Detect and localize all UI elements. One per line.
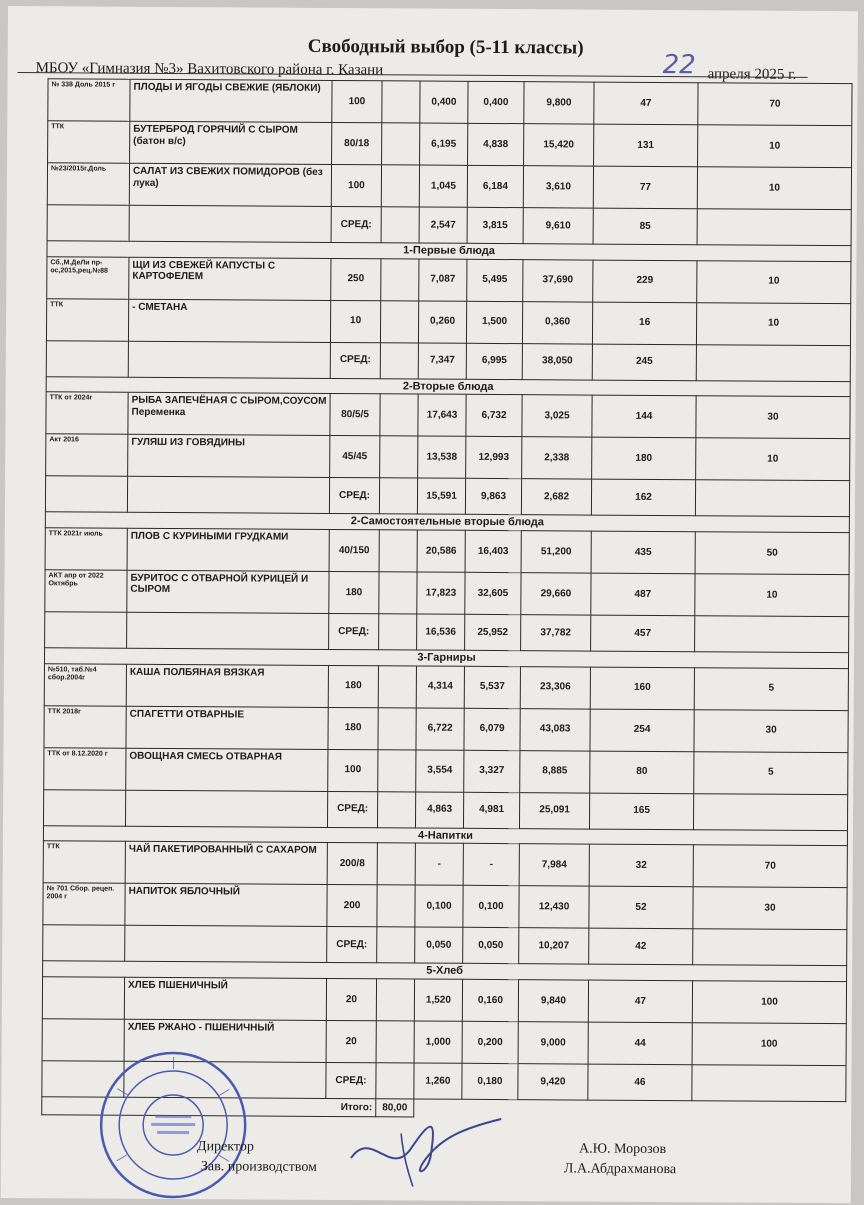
protein-value: 0,400 [420,81,468,123]
document-page [1,6,858,1203]
dish-name: ОВОЩНАЯ СМЕСЬ ОТВАРНАЯ [126,748,328,791]
empty-cell [376,979,414,1021]
fat-value: - [463,844,519,886]
price-value: 30 [693,887,847,930]
empty-cell [380,436,418,478]
price-value: 5 [694,667,848,710]
page-title: Свободный выбор (5-11 классы) [308,36,584,60]
fat-value: 0,200 [462,1021,518,1063]
dish-row [48,121,852,168]
recipe-ref: № 701 Сбор. рецеп. 2004 г [43,883,125,926]
avg-fat: 0,180 [462,1063,518,1099]
dish-name: БУТЕРБРОД ГОРЯЧИЙ С СЫРОМ (батон в/с) [130,121,332,164]
avg-fat: 3,815 [467,207,523,243]
calories-value: 47 [594,82,698,125]
avg-calories: 165 [589,793,693,830]
carbs-value: 9,000 [518,1021,588,1063]
empty-cell [378,749,416,791]
avg-protein: 1,260 [414,1063,462,1099]
empty-cell [377,843,415,885]
empty-cell [377,927,415,963]
empty-cell [125,790,327,827]
empty-cell [43,925,125,962]
avg-carbs: 10,207 [519,928,589,964]
empty-cell [695,480,849,517]
price-value: 50 [695,532,849,575]
price-value: 100 [692,1023,846,1066]
portion-weight: 20 [326,978,376,1020]
empty-cell [379,614,417,650]
average-row [45,476,849,517]
empty-cell [380,300,418,342]
dish-row [45,528,849,575]
empty-cell [382,81,420,123]
price-value: 70 [693,845,847,888]
deputy-label: Зав. производством [201,1159,317,1176]
empty-cell [697,209,851,246]
empty-cell [379,530,417,572]
calories-value: 131 [594,124,698,167]
section-title: 2-Самостоятельные вторые блюда [45,512,849,533]
protein-value: 17,643 [418,394,466,436]
recipe-ref: АКТ апр от 2022 Октябрь [45,570,127,613]
price-value: 5 [694,751,848,794]
section-title: 2-Вторые блюда [46,376,850,397]
dish-name: ХЛЕБ РЖАНО - ПШЕНИЧНЫЙ [124,1019,326,1062]
fat-value: 6,079 [464,708,520,750]
empty-cell [379,478,417,514]
carbs-value: 23,306 [520,666,590,708]
dish-row [44,747,848,794]
portion-weight: 10 [330,300,380,342]
recipe-ref: ТТК 2021г июль [45,528,127,571]
recipe-ref: Сб.,М.ДеЛи пр-ос,2015,рец.№88 [47,256,129,299]
dish-name: КАША ПОЛБЯНАЯ ВЯЗКАЯ [126,664,328,707]
carbs-value: 8,885 [520,750,590,792]
average-row [46,340,850,381]
fat-value: 16,403 [465,530,521,572]
protein-value: 4,314 [416,666,464,708]
avg-fat: 9,863 [465,479,521,515]
carbs-value: 9,840 [518,979,588,1021]
portion-weight: 45/45 [330,436,380,478]
empty-cell [127,612,329,649]
portion-weight: 200 [327,885,377,927]
avg-protein: 7,347 [418,343,466,379]
empty-cell [381,207,419,243]
average-label: СРЕД: [327,927,377,963]
dish-row [43,883,847,930]
empty-cell [376,1063,414,1099]
calories-value: 32 [589,844,693,887]
calories-value: 160 [590,667,694,710]
fat-value: 0,400 [468,81,524,123]
price-value: 10 [696,302,850,345]
calories-value: 47 [588,980,692,1023]
dish-name: НАПИТОК ЯБЛОЧНЫЙ [125,883,327,926]
portion-weight: 200/8 [327,843,377,885]
portion-weight: 80/18 [332,122,382,164]
portion-weight: 100 [328,749,378,791]
fat-value: 5,537 [464,666,520,708]
calories-value: 435 [591,531,695,574]
recipe-ref: ТТК [43,841,125,884]
empty-cell [693,929,847,966]
dish-row [47,256,851,303]
avg-protein: 16,536 [417,614,465,650]
calories-value: 80 [590,751,694,794]
empty-cell [378,665,416,707]
dish-row [46,434,850,481]
carbs-value: 3,610 [523,166,593,208]
dish-row [47,163,851,210]
dish-name: БУРИТОС С ОТВАРНОЙ КУРИЦЕЙ И СЫРОМ [127,570,329,613]
portion-weight: 180 [328,707,378,749]
recipe-ref: №510, таб.№4 сбор.2004г [44,663,126,706]
section-title: 1-Первые блюда [47,241,851,262]
protein-value: 3,554 [416,750,464,792]
portion-weight: 80/5/5 [330,394,380,436]
empty-cell [45,612,127,649]
dish-name: ПЛОВ С КУРИНЫМИ ГРУДКАМИ [127,528,329,571]
dish-name: ХЛЕБ ПШЕНИЧНЫЙ [124,977,326,1020]
fat-value: 0,100 [463,885,519,927]
price-value: 10 [698,125,852,168]
calories-value: 16 [592,302,696,345]
dish-name: ПЛОДЫ И ЯГОДЫ СВЕЖИЕ (ЯБЛОКИ) [130,79,332,122]
portion-weight: 20 [326,1020,376,1062]
average-label: СРЕД: [329,613,379,649]
total-label: Итого: [42,1097,376,1117]
price-value: 10 [696,438,850,481]
price-value: 10 [697,260,851,303]
avg-calories: 42 [589,928,693,965]
price-value: 30 [694,709,848,752]
calories-value: 77 [593,166,697,209]
dish-name: ЩИ ИЗ СВЕЖЕЙ КАПУСТЫ С КАРТОФЕЛЕМ [129,257,331,300]
avg-carbs: 9,610 [523,208,593,244]
fat-value: 1,500 [466,301,522,343]
carbs-value: 29,660 [521,573,591,615]
average-row [43,925,847,966]
empty-cell [376,1021,414,1063]
empty-cell [381,258,419,300]
avg-protein: 0,050 [415,927,463,963]
average-row [43,789,847,830]
director-label: Директор [197,1139,254,1155]
protein-value: 0,260 [418,301,466,343]
calories-value: 44 [588,1022,692,1065]
empty-cell [128,341,330,378]
empty-cell [379,572,417,614]
school-stamp [97,1049,250,1202]
portion-weight: 100 [331,164,381,206]
director-name: А.Ю. Морозов [579,1142,666,1159]
fat-value: 6,732 [466,395,522,437]
price-value: 10 [697,167,851,210]
fat-value: 12,993 [466,437,522,479]
director-signature [341,1098,522,1189]
avg-carbs: 9,420 [518,1063,588,1099]
carbs-value: 2,338 [522,437,592,479]
protein-value: 0,100 [415,885,463,927]
carbs-value: 15,420 [524,124,594,166]
price-value: 100 [692,981,846,1024]
empty-cell [377,885,415,927]
protein-value: 7,087 [419,259,467,301]
section-title: 5-Хлеб [43,961,847,982]
empty-cell [45,476,127,513]
empty-cell [692,1065,846,1102]
carbs-value: 3,025 [522,395,592,437]
price-value: 70 [698,83,852,126]
total-value: 80,00 [376,1099,414,1117]
school-name: МБОУ «Гимназия №3» Вахитовского района г. Казани [36,60,384,79]
calories-value: 180 [592,437,696,480]
recipe-ref: ТТК от 2024г [46,392,128,435]
dish-row [45,570,849,617]
protein-value: - [415,843,463,885]
dish-row [43,841,847,888]
average-row [47,205,851,246]
dish-row [48,79,852,126]
dish-name: ЧАЙ ПАКЕТИРОВАННЫЙ С САХАРОМ [125,841,327,884]
section-title: 4-Напитки [43,825,847,846]
avg-carbs: 2,682 [521,479,591,515]
calories-value: 487 [591,573,695,616]
dish-row [44,705,848,752]
section-title: 3-Гарниры [44,648,848,669]
avg-protein: 15,591 [417,478,465,514]
avg-calories: 162 [591,479,695,516]
recipe-ref: №23/2015г.Доль [47,163,129,206]
empty-cell [380,342,418,378]
avg-protein: 4,863 [415,792,463,828]
fat-value: 32,605 [465,572,521,614]
avg-carbs: 38,050 [522,343,592,379]
carbs-value: 0,360 [522,301,592,343]
recipe-ref: Акт 2016 [46,434,128,477]
price-value: 30 [696,396,850,439]
empty-cell [125,925,327,962]
average-row [45,612,849,653]
dish-name: СПАГЕТТИ ОТВАРНЫЕ [126,706,328,749]
fat-value: 6,184 [467,165,523,207]
empty-cell [696,344,850,381]
avg-calories: 457 [591,615,695,652]
protein-value: 20,586 [417,530,465,572]
protein-value: 13,538 [418,436,466,478]
average-label: СРЕД: [329,478,379,514]
portion-weight: 180 [328,665,378,707]
recipe-ref: № 338 Доль 2015 г [48,79,130,122]
calories-value: 254 [590,709,694,752]
portion-weight: 40/150 [329,529,379,571]
average-label: СРЕД: [330,342,380,378]
avg-carbs: 25,091 [519,792,589,828]
empty-cell [381,165,419,207]
avg-calories: 46 [588,1064,692,1101]
calories-value: 52 [589,886,693,929]
dish-row [42,977,846,1024]
avg-carbs: 37,782 [521,615,591,651]
empty-cell [693,793,847,830]
empty-cell [377,791,415,827]
empty-cell [382,123,420,165]
average-label: СРЕД: [326,1062,376,1098]
avg-fat: 0,050 [463,927,519,963]
carbs-value: 9,800 [524,82,594,124]
portion-weight: 100 [332,80,382,122]
protein-value: 6,195 [420,123,468,165]
carbs-value: 7,984 [519,844,589,886]
empty-cell [380,394,418,436]
date-day-handwritten: 22 [663,50,696,80]
average-label: СРЕД: [331,206,381,242]
recipe-ref: ТТК [46,298,128,341]
menu-table [41,78,852,1120]
carbs-value: 37,690 [523,259,593,301]
fat-value: 5,495 [467,259,523,301]
avg-calories: 245 [592,344,696,381]
portion-weight: 250 [331,258,381,300]
price-value: 10 [695,574,849,617]
carbs-value: 51,200 [521,531,591,573]
protein-value: 1,520 [414,979,462,1021]
avg-protein: 2,547 [419,207,467,243]
avg-fat: 4,981 [463,792,519,828]
recipe-ref: ТТК от 8.12.2020 г [44,747,126,790]
protein-value: 1,045 [419,165,467,207]
carbs-value: 43,083 [520,708,590,750]
empty-cell [378,707,416,749]
dish-name: ГУЛЯШ ИЗ ГОВЯДИНЫ [128,435,330,478]
avg-calories: 85 [593,208,697,245]
fat-value: 3,327 [464,750,520,792]
dish-name: САЛАТ ИЗ СВЕЖИХ ПОМИДОРОВ (без лука) [129,163,331,206]
protein-value: 17,823 [417,572,465,614]
dish-name: РЫБА ЗАПЕЧЁНАЯ С СЫРОМ,СОУСОМ Переменка [128,393,330,436]
empty-cell [46,340,128,377]
calories-value: 229 [593,260,697,303]
avg-fat: 25,952 [465,614,521,650]
recipe-ref [42,977,124,1020]
dish-row [46,298,850,345]
calories-value: 144 [592,395,696,438]
dish-row [46,392,850,439]
protein-value: 6,722 [416,708,464,750]
portion-weight: 180 [329,571,379,613]
fat-value: 4,838 [468,123,524,165]
empty-cell [129,205,331,242]
empty-cell [695,616,849,653]
recipe-ref: ТТК [48,121,130,164]
dish-name: - СМЕТАНА [128,299,330,342]
empty-cell [47,205,129,242]
date-month-year: апреля 2025 г. [708,66,797,84]
dish-row [44,663,848,710]
average-label: СРЕД: [327,791,377,827]
fat-value: 0,160 [462,979,518,1021]
empty-cell [43,789,125,826]
recipe-ref: ТТК 2018г [44,705,126,748]
deputy-name: Л.А.Абдрахманова [564,1161,676,1178]
protein-value: 1,000 [414,1021,462,1063]
avg-fat: 6,995 [466,343,522,379]
empty-cell [127,477,329,514]
carbs-value: 12,430 [519,886,589,928]
